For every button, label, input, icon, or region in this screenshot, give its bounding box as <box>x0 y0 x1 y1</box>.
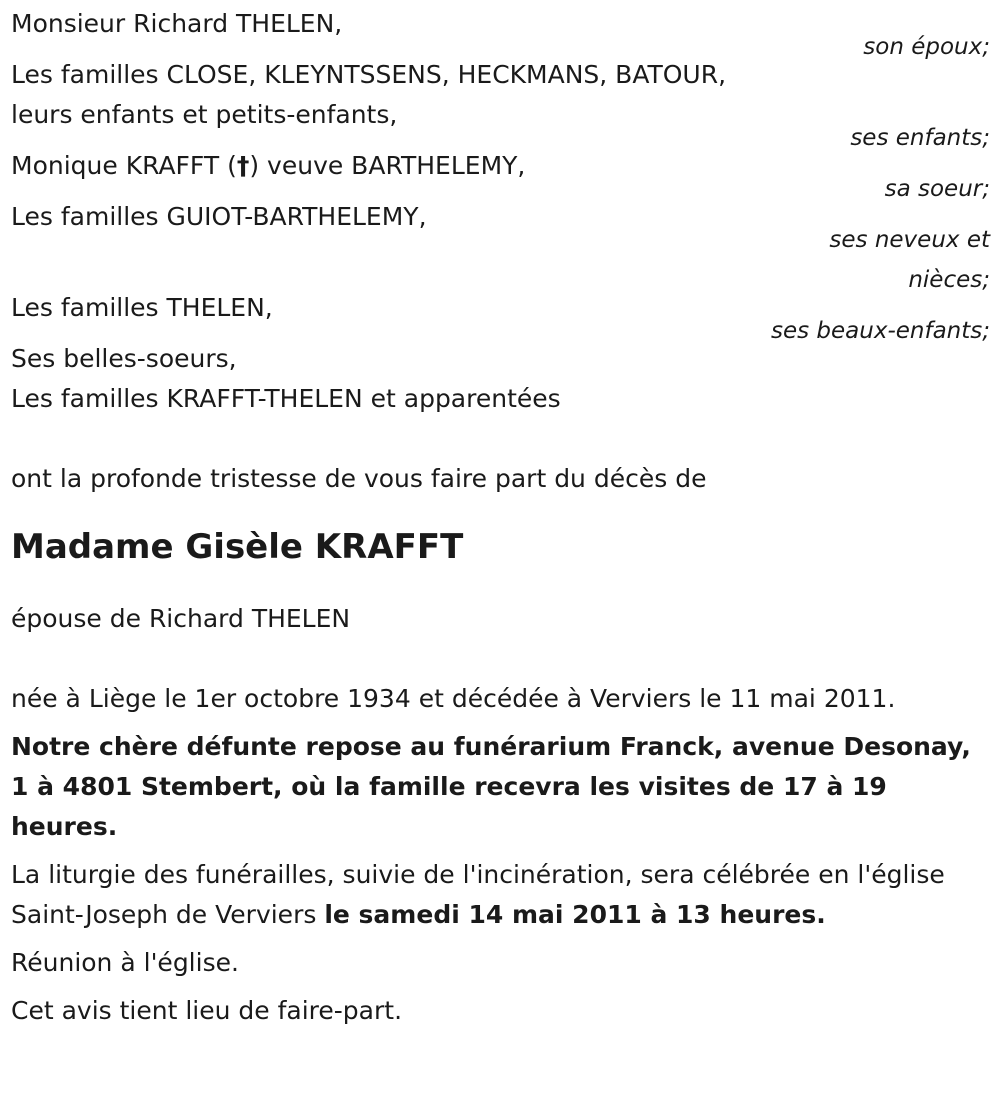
family-line: Les familles CLOSE, KLEYNTSSENS, HECKMANS, BATOUR, <box>11 60 727 89</box>
relation-label: ses enfants; <box>850 125 990 151</box>
funerarium-text: Notre chère défunte repose au funérarium Franck, avenue Desonay, 1 à 4801 Stembert, où la famille recevra les visites de 17 à 19 heures. <box>11 732 971 841</box>
relation-label: nièces; <box>908 267 990 293</box>
liturgy-date: le samedi 14 mai 2011 à 13 heures. <box>324 900 826 929</box>
sister-name: Monique KRAFFT ( <box>11 151 237 180</box>
family-line: Monsieur Richard THELEN, <box>11 9 343 38</box>
family-group-nephews <box>11 197 990 300</box>
liturgy-paragraph <box>11 855 990 935</box>
relation-label: sa soeur; <box>884 176 990 202</box>
relation-label: ses beaux-enfants; <box>770 318 990 344</box>
sister-suffix: ) veuve BARTHELEMY, <box>249 151 526 180</box>
relation-label: ses neveux et <box>829 227 990 253</box>
relation-label: son époux; <box>863 34 990 60</box>
family-line: Ses belles-soeurs, <box>11 344 237 373</box>
family-group-in-laws <box>11 339 990 419</box>
notice-text: Cet avis tient lieu de faire-part. <box>11 996 403 1025</box>
family-line: Les familles GUIOT-BARTHELEMY, <box>11 202 427 231</box>
birth-death-text: née à Liège le 1er octobre 1934 et décédée à Verviers le 11 mai 2011. <box>11 684 896 713</box>
family-line: Les familles KRAFFT-THELEN et apparentées <box>11 384 561 413</box>
family-group-children <box>11 55 990 158</box>
family-line: Les familles THELEN, <box>11 293 273 322</box>
deceased-name: Madame Gisèle KRAFFT <box>11 527 464 567</box>
family-line: leurs enfants et petits-enfants, <box>11 100 398 129</box>
liturgy-text: La liturgie des funérailles, suivie de l'incinération, sera célébrée en l'église Saint-Joseph de Verviers <box>11 860 945 929</box>
intro-text: ont la profonde tristesse de vous faire part du décès de <box>11 464 707 493</box>
cross-icon: † <box>236 151 250 180</box>
meeting-text: Réunion à l'église. <box>11 948 239 977</box>
spouse-text: épouse de Richard THELEN <box>11 604 351 633</box>
